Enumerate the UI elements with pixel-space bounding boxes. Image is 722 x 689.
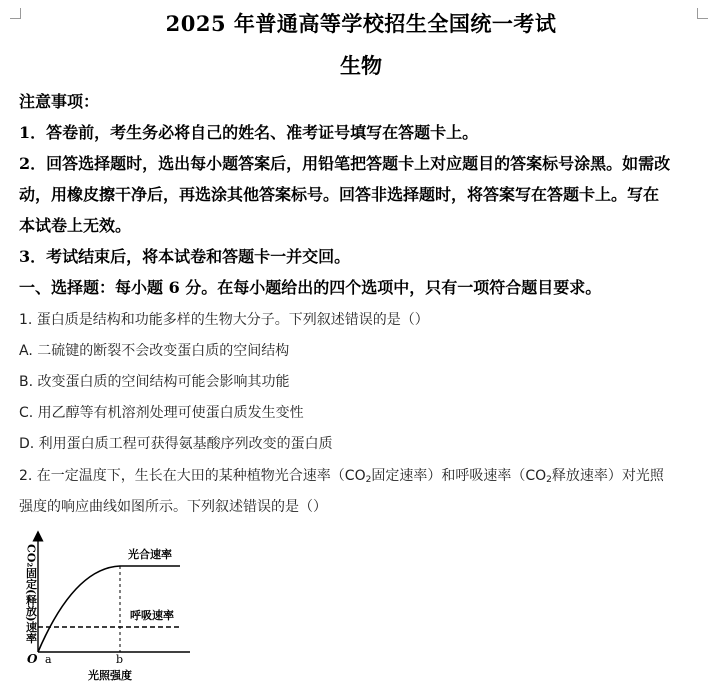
tick-a-label: a bbox=[45, 653, 52, 666]
question-2-stem-part-c: 释放速率）对光照 bbox=[551, 468, 664, 484]
question-1-option-c: C. 用乙醇等有机溶剂处理可使蛋白质发生变性 bbox=[19, 405, 304, 421]
question-2-stem-part-a: 2. 在一定温度下，生长在大田的某种植物光合速率（CO bbox=[19, 468, 366, 484]
note-item-3: 3．考试结束后，将本试卷和答题卡一并交回。 bbox=[19, 247, 351, 266]
respiration-label: 呼吸速率 bbox=[130, 609, 174, 622]
question-1-stem: 1. 蛋白质是结构和功能多样的生物大分子。下列叙述错误的是（） bbox=[19, 312, 429, 328]
section-heading: 一、选择题：每小题 6 分。在每小题给出的四个选项中，只有一项符合题目要求。 bbox=[19, 278, 602, 297]
origin-label: O bbox=[27, 652, 38, 666]
question-2-stem-line-2: 强度的响应曲线如图所示。下列叙述错误的是（） bbox=[19, 499, 327, 515]
question-2-stem-part-b: 固定速率）和呼吸速率（CO bbox=[371, 468, 547, 484]
note-item-2-line-1: 2．回答选择题时，选出每小题答案后，用铅笔把答题卡上对应题目的答案标号涂黑。如需改 bbox=[19, 154, 671, 173]
photosynthesis-label: 光合速率 bbox=[128, 548, 172, 561]
question-1-option-a: A. 二硫键的断裂不会改变蛋白质的空间结构 bbox=[19, 343, 290, 359]
notes-heading: 注意事项： bbox=[19, 92, 100, 111]
subject-title: 生物 bbox=[340, 53, 382, 78]
question-1-option-b: B. 改变蛋白质的空间结构可能会影响其功能 bbox=[19, 374, 290, 390]
question-1-option-d: D. 利用蛋白质工程可获得氨基酸序列改变的蛋白质 bbox=[19, 436, 333, 452]
subscript-2: 2 bbox=[546, 475, 552, 485]
light-response-graph bbox=[14, 530, 214, 685]
question-2-stem-line-1 bbox=[19, 465, 664, 485]
subscript-2: 2 bbox=[365, 475, 372, 485]
note-item-2-line-3: 本试卷上无效。 bbox=[19, 216, 132, 235]
tick-b-label: b bbox=[116, 653, 124, 666]
exam-title: 2025 年普通高等学校招生全国统一考试 bbox=[165, 11, 557, 36]
x-axis-label: 光照强度 bbox=[88, 669, 132, 682]
y-axis-label: CO₂固定(释放)速率 bbox=[24, 544, 38, 644]
note-item-2-line-2: 动，用橡皮擦干净后，再选涂其他答案标号。回答非选择题时，将答案写在答题卡上。写在 bbox=[19, 185, 660, 204]
note-item-1: 1．答卷前，考生务必将自己的姓名、准考证号填写在答题卡上。 bbox=[19, 123, 479, 142]
